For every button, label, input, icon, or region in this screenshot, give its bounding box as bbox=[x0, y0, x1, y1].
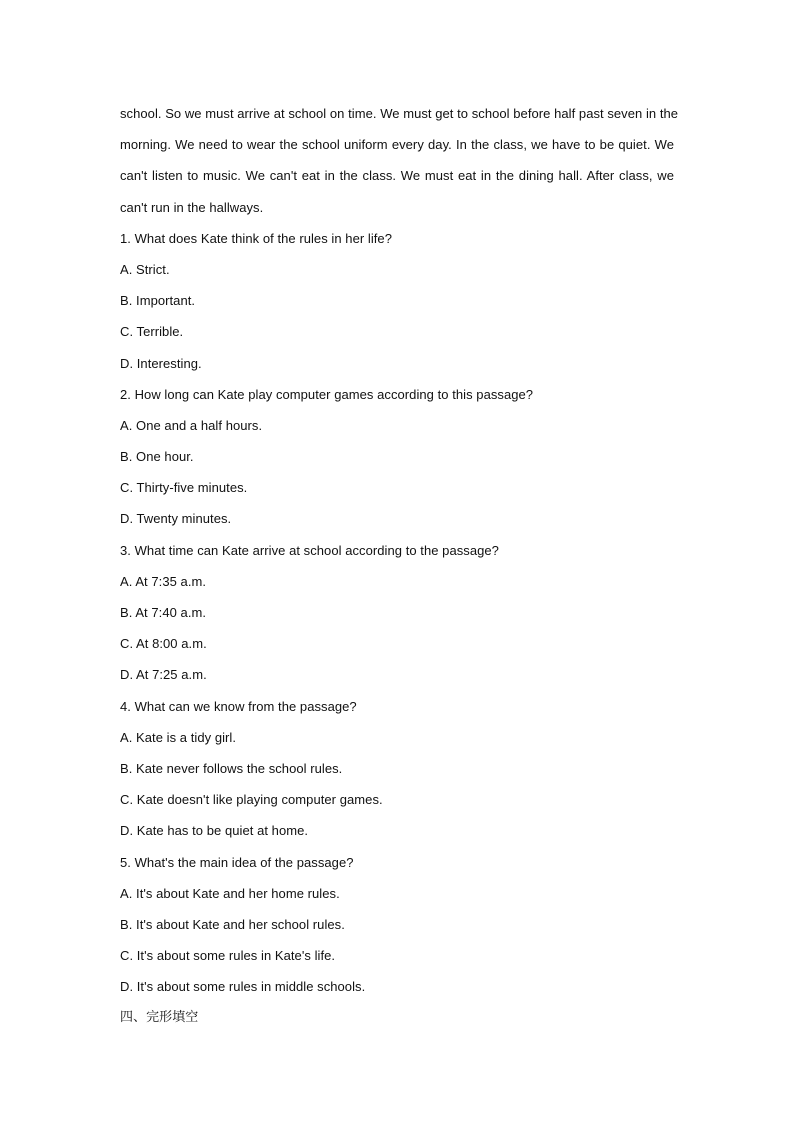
answer-option-a: A. Strict. bbox=[120, 261, 170, 277]
answer-option-a: A. At 7:35 a.m. bbox=[120, 573, 207, 589]
answer-option-c: C. It's about some rules in Kate's life. bbox=[120, 948, 336, 964]
question-stem: 2. How long can Kate play computer games according to this passage? bbox=[120, 386, 534, 402]
answer-option-c: C. Thirty-five minutes. bbox=[120, 480, 248, 496]
answer-option-b: B. Kate never follows the school rules. bbox=[120, 760, 343, 776]
answer-option-d: D. Interesting. bbox=[120, 355, 202, 371]
answer-option-d: D. Kate has to be quiet at home. bbox=[120, 823, 309, 839]
answer-option-d: D. It's about some rules in middle schools. bbox=[120, 979, 366, 995]
question-4 bbox=[120, 691, 674, 847]
answer-option-b: B. One hour. bbox=[120, 449, 194, 465]
passage-line: can't listen to music. We can't eat in the class. We must eat in the dining hall. After class, we bbox=[120, 168, 674, 184]
answer-option-d: D. Twenty minutes. bbox=[120, 511, 232, 527]
answer-option-c: C. Terrible. bbox=[120, 324, 184, 340]
passage-line: can't run in the hallways. bbox=[120, 199, 264, 215]
answer-option-b: B. At 7:40 a.m. bbox=[120, 605, 207, 620]
question-stem: 3. What time can Kate arrive at school according to the passage? bbox=[120, 542, 499, 558]
question-stem: 4. What can we know from the passage? bbox=[120, 698, 357, 714]
section-heading: 四、完形填空 bbox=[120, 1010, 199, 1026]
question-stem: 5. What's the main idea of the passage? bbox=[120, 854, 354, 870]
answer-option-b: B. It's about Kate and her school rules. bbox=[120, 916, 345, 932]
question-5 bbox=[120, 847, 674, 1003]
reading-passage bbox=[120, 98, 679, 223]
answer-option-a: A. Kate is a tidy girl. bbox=[120, 729, 237, 745]
passage-line: school. So we must arrive at school on time. We must get to school before half past seven in the bbox=[120, 106, 679, 121]
answer-option-c: C. Kate doesn't like playing computer games. bbox=[120, 792, 383, 808]
question-1 bbox=[120, 223, 674, 379]
question-2 bbox=[120, 379, 674, 535]
answer-option-a: A. One and a half hours. bbox=[120, 417, 263, 433]
question-3 bbox=[120, 535, 674, 691]
question-stem: 1. What does Kate think of the rules in her life? bbox=[120, 230, 392, 246]
answer-option-d: D. At 7:25 a.m. bbox=[120, 667, 207, 683]
answer-option-b: B. Important. bbox=[120, 293, 196, 309]
page-content bbox=[120, 98, 679, 1034]
passage-line: morning. We need to wear the school uniform every day. In the class, we have to be quiet. We bbox=[120, 137, 674, 153]
answer-option-a: A. It's about Kate and her home rules. bbox=[120, 885, 340, 901]
answer-option-c: C. At 8:00 a.m. bbox=[120, 636, 207, 652]
